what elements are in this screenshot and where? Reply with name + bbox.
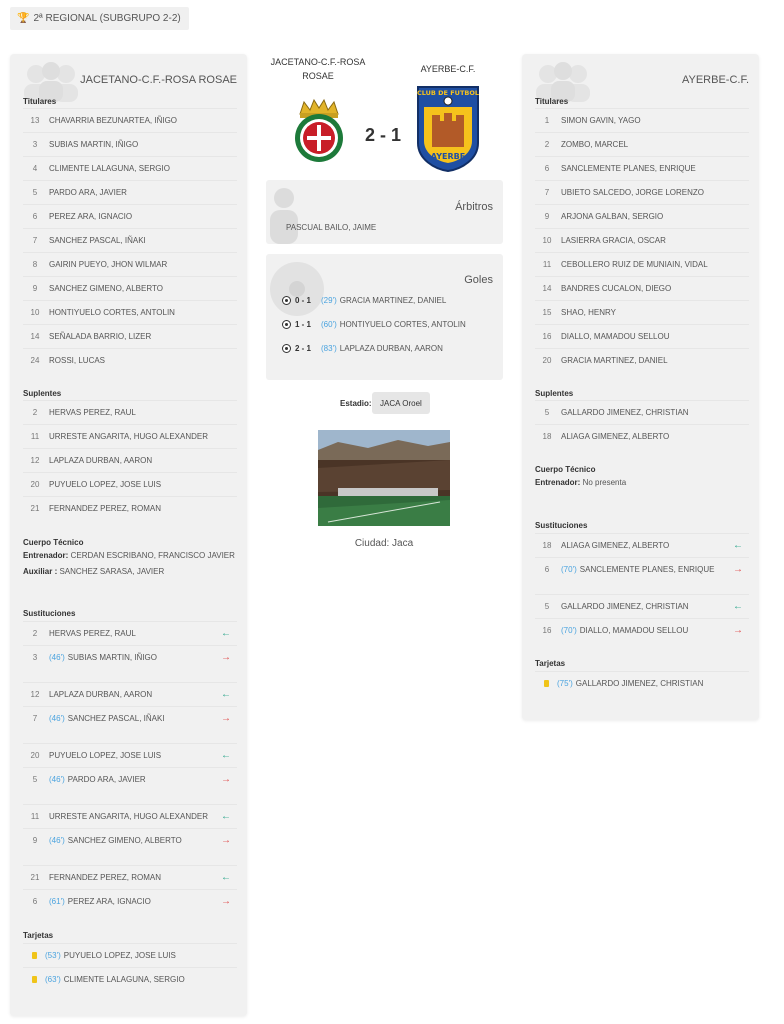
starter-row[interactable] [535,204,749,227]
svg-text:CLUB DE FUTBOL: CLUB DE FUTBOL [416,89,480,97]
minute: (63') [45,974,61,984]
player-name: LAPLAZA DURBAN, AARON [49,689,153,699]
player-number: 24 [30,355,40,365]
player-name: FERNANDEZ PEREZ, ROMAN [49,503,162,513]
player-name: LASIERRA GRACIA, OSCAR [561,235,666,245]
player-number: 8 [32,259,38,269]
player-number: 3 [32,652,38,662]
competition-badge[interactable] [10,7,189,30]
arrow-out-icon: → [733,563,743,575]
svg-text:AYERBE: AYERBE [430,152,466,161]
player-number: 21 [30,503,40,513]
coach-label: Entrenador: [535,478,581,487]
scorer-name: HONTIYUELO CORTES, ANTOLIN [339,320,466,329]
card-row[interactable] [23,943,237,966]
coach-label: Entrenador: [23,551,69,560]
player-name: DIALLO, MAMADOU SELLOU [561,331,670,341]
goal-score: 2 - 1 [295,344,312,353]
substitution-detail [561,626,688,635]
referee-name: PASCUAL BAILO, JAIME [286,223,377,232]
substitute-row[interactable] [23,496,237,519]
substitution-detail [561,565,714,574]
starter-row[interactable] [23,324,237,347]
player-number: 14 [30,331,40,341]
substitution-detail [49,897,151,906]
starter-row[interactable] [535,276,749,299]
player-number: 20 [30,750,40,760]
player-number: 5 [32,774,38,784]
player-name: UBIETO SALCEDO, JORGE LORENZO [561,187,704,197]
substitution-out-row[interactable] [23,828,237,851]
titulares-heading: Titulares [535,97,569,106]
player-number: 13 [30,115,40,125]
arrow-out-icon: → [221,773,231,785]
substitution-out-row[interactable] [23,706,237,729]
soccer-ball-icon [282,320,291,329]
goal-row[interactable] [282,296,446,305]
player-number: 12 [30,689,40,699]
player-name: PARDO ARA, JAVIER [49,187,127,197]
player-name: BANDRES CUCALON, DIEGO [561,283,672,293]
substitution-detail [49,836,182,845]
starter-row[interactable] [23,348,237,371]
substitution-in-row[interactable] [23,682,237,705]
away-team-name: AYERBE-C.F. [681,74,749,86]
arrow-in-icon: ← [221,871,231,883]
players-icon [534,62,594,102]
substitution-out-row[interactable] [535,618,749,641]
player-number: 16 [542,625,552,635]
player-number: 4 [32,163,38,173]
match-score: 2 - 1 [365,125,402,145]
player-name: ZOMBO, MARCEL [561,139,629,149]
city-label: Ciudad: Jaca [354,538,414,549]
player-number: 18 [542,540,552,550]
home-team-panel [10,54,247,1016]
player-name: PEREZ ARA, IGNACIO [67,896,151,906]
yellow-card-icon [32,952,37,959]
cards-heading: Tarjetas [535,659,566,668]
arrow-in-icon: ← [733,600,743,612]
suplentes-heading: Suplentes [535,389,574,398]
competition-label: 2ª REGIONAL (SUBGRUPO 2-2) [33,13,181,24]
home-crest-icon[interactable] [290,96,348,162]
referee-icon [268,186,300,244]
players-icon [22,62,82,102]
home-team-title[interactable] [266,55,370,83]
player-name: SANCHEZ PASCAL, IÑAKI [67,713,165,723]
player-name: CLIMENTE LALAGUNA, SERGIO [63,974,185,984]
trophy-icon: 🏆 [17,13,30,24]
player-number: 10 [30,307,40,317]
card-row[interactable] [535,671,749,694]
player-name: PEREZ ARA, IGNACIO [49,211,133,221]
substitution-in-row[interactable] [23,804,237,827]
home-title-line1: JACETANO-C.F.-ROSA [270,57,366,67]
player-name: PARDO ARA, JAVIER [67,774,146,784]
player-name: URRESTE ANGARITA, HUGO ALEXANDER [49,431,208,441]
player-number: 9 [32,283,38,293]
starter-row[interactable] [535,348,749,371]
starter-row[interactable] [535,228,749,251]
starter-row[interactable] [535,324,749,347]
player-name: SUBIAS MARTIN, IÑIGO [67,652,157,662]
player-number: 18 [542,431,552,441]
substitution-in-row[interactable] [23,621,237,644]
minute: (61') [49,896,65,906]
starter-row[interactable] [23,276,237,299]
player-name: CLIMENTE LALAGUNA, SERGIO [49,163,170,173]
player-number: 11 [30,811,40,821]
substitution-detail [49,714,165,723]
player-name: LAPLAZA DURBAN, AARON [49,455,153,465]
substitution-out-row[interactable] [23,645,237,668]
stadium-button[interactable]: JACA Oroel [372,392,430,414]
starter-row[interactable] [23,300,237,323]
minute: (83') [321,344,337,353]
player-name: SANCHEZ PASCAL, IÑAKI [49,235,146,245]
player-name: CHAVARRIA BEZUNARTEA, IÑIGO [49,115,178,125]
substitute-row[interactable] [23,400,237,423]
soccer-ball-icon [268,260,326,318]
away-team-title[interactable]: AYERBE-C.F. [420,64,476,74]
player-name: HONTIYUELO CORTES, ANTOLIN [49,307,175,317]
player-name: GALLARDO JIMENEZ, CHRISTIAN [561,407,689,417]
arrow-in-icon: ← [733,539,743,551]
referees-box [266,180,503,244]
player-name: URRESTE ANGARITA, HUGO ALEXANDER [49,811,208,821]
soccer-ball-icon [282,344,291,353]
arrow-out-icon: → [733,624,743,636]
player-number: 7 [544,187,550,197]
player-number: 2 [32,407,38,417]
player-name: ALIAGA GIMENEZ, ALBERTO [561,540,670,550]
goal-row[interactable] [282,344,443,353]
starter-row[interactable] [535,252,749,275]
arrow-in-icon: ← [221,627,231,639]
goal-score: 1 - 1 [295,320,312,329]
substitute-row[interactable] [535,400,749,423]
stadium-photo[interactable] [318,430,450,526]
player-name: PUYUELO LOPEZ, JOSE LUIS [63,950,176,960]
substitution-in-row[interactable] [23,743,237,766]
coach-line [535,478,626,487]
coach-name: No presenta [582,478,627,487]
arrow-in-icon: ← [221,688,231,700]
player-number: 6 [32,896,38,906]
player-number: 3 [32,139,38,149]
player-name: GAIRIN PUEYO, JHON WILMAR [49,259,168,269]
goal-row[interactable] [282,320,466,329]
player-number: 9 [544,211,550,221]
player-name: HERVAS PEREZ, RAUL [49,407,136,417]
arrow-in-icon: ← [221,810,231,822]
stadium-label: Estadio: [340,399,372,408]
substitution-in-row[interactable] [535,594,749,617]
player-name: SHAO, HENRY [561,307,616,317]
away-crest-icon[interactable] [416,85,480,173]
substitution-out-row[interactable] [23,767,237,790]
substitute-row[interactable] [23,448,237,471]
minute: (46') [49,713,65,723]
player-name: SUBIAS MARTIN, IÑIGO [49,139,139,149]
substitution-in-row[interactable] [23,865,237,888]
referees-title: Árbitros [455,201,493,213]
player-number: 5 [32,187,38,197]
player-name: CEBOLLERO RUIZ DE MUNIAIN, VIDAL [561,259,708,269]
cards-heading: Tarjetas [23,931,54,940]
assistant-line [23,567,164,576]
player-name: SIMON GAVIN, YAGO [561,115,641,125]
minute: (46') [49,652,65,662]
substitute-row[interactable] [535,424,749,447]
starter-row[interactable] [535,156,749,179]
player-number: 6 [32,211,38,221]
minute: (46') [49,835,65,845]
soccer-ball-icon [282,296,291,305]
starter-row[interactable] [535,180,749,203]
player-number: 9 [32,835,38,845]
player-name: HERVAS PEREZ, RAUL [49,628,136,638]
minute: (70') [561,625,577,635]
player-number: 2 [544,139,550,149]
scorer-name: GRACIA MARTINEZ, DANIEL [339,296,447,305]
arrow-out-icon: → [221,895,231,907]
starter-row[interactable] [23,180,237,203]
staff-heading: Cuerpo Técnico [23,538,84,547]
player-number: 14 [542,283,552,293]
substitution-detail [49,775,146,784]
arrow-out-icon: → [221,834,231,846]
starter-row[interactable] [535,108,749,131]
player-name: SANCLEMENTE PLANES, ENRIQUE [561,163,696,173]
player-name: SEÑALADA BARRIO, LIZER [49,331,152,341]
player-name: SANCHEZ GIMENO, ALBERTO [49,283,163,293]
starter-row[interactable] [535,132,749,155]
suplentes-heading: Suplentes [23,389,62,398]
player-name: FERNANDEZ PEREZ, ROMAN [49,872,162,882]
starter-row[interactable] [23,204,237,227]
yellow-card-icon [32,976,37,983]
minute: (70') [561,564,577,574]
player-number: 7 [32,235,38,245]
player-number: 21 [30,872,40,882]
goals-box [266,254,503,380]
player-name: SANCLEMENTE PLANES, ENRIQUE [579,564,715,574]
arrow-out-icon: → [221,651,231,663]
player-name: PUYUELO LOPEZ, JOSE LUIS [49,479,162,489]
starter-row[interactable] [535,300,749,323]
player-number: 11 [30,431,40,441]
player-name: PUYUELO LOPEZ, JOSE LUIS [49,750,162,760]
player-number: 6 [544,163,550,173]
player-number: 1 [544,115,550,125]
player-number: 10 [542,235,552,245]
player-number: 20 [542,355,552,365]
starter-row[interactable] [23,252,237,275]
home-team-name: JACETANO-C.F.-ROSA ROSAE [80,74,237,86]
player-number: 7 [32,713,38,723]
substitution-in-row[interactable] [535,533,749,556]
goal-score: 0 - 1 [295,296,312,305]
coach-line [23,551,235,560]
player-name: ROSSI, LUCAS [49,355,106,365]
starter-row[interactable] [23,132,237,155]
minute: (75') [557,678,573,688]
player-name: ALIAGA GIMENEZ, ALBERTO [561,431,670,441]
home-title-line2: ROSAE [302,71,334,81]
titulares-heading: Titulares [23,97,57,106]
substitution-out-row[interactable] [23,889,237,912]
player-number: 2 [32,628,38,638]
player-name: ARJONA GALBAN, SERGIO [561,211,664,221]
minute: (46') [49,774,65,784]
starter-row[interactable] [23,228,237,251]
player-name: SANCHEZ GIMENO, ALBERTO [67,835,182,845]
away-team-panel [522,54,759,720]
minute: (53') [45,950,61,960]
yellow-card-icon [544,680,549,687]
substitute-row[interactable] [23,424,237,447]
assistant-label: Auxiliar : [23,567,58,576]
player-number: 15 [542,307,552,317]
goals-title: Goles [464,274,493,286]
player-name: GRACIA MARTINEZ, DANIEL [561,355,668,365]
staff-heading: Cuerpo Técnico [535,465,596,474]
starter-row[interactable] [23,108,237,131]
minute: (60') [321,320,337,329]
player-number: 5 [544,407,550,417]
substitution-detail [49,653,157,662]
player-number: 16 [542,331,552,341]
assistant-name: SANCHEZ SARASA, JAVIER [59,567,165,576]
arrow-out-icon: → [221,712,231,724]
substitutions-heading: Sustituciones [535,521,588,530]
substitution-out-row[interactable] [535,557,749,580]
substitute-row[interactable] [23,472,237,495]
minute: (29') [321,296,337,305]
coach-name: CERDAN ESCRIBANO, FRANCISCO JAVIER [70,551,235,560]
scorer-name: LAPLAZA DURBAN, AARON [339,344,443,353]
player-name: DIALLO, MAMADOU SELLOU [579,625,689,635]
player-number: 11 [542,259,552,269]
player-number: 20 [30,479,40,489]
player-number: 6 [544,564,550,574]
player-name: GALLARDO JIMENEZ, CHRISTIAN [575,678,704,688]
card-row[interactable] [23,967,237,990]
starter-row[interactable] [23,156,237,179]
player-name: GALLARDO JIMENEZ, CHRISTIAN [561,601,689,611]
substitutions-heading: Sustituciones [23,609,76,618]
player-number: 12 [30,455,40,465]
player-number: 5 [544,601,550,611]
arrow-in-icon: ← [221,749,231,761]
